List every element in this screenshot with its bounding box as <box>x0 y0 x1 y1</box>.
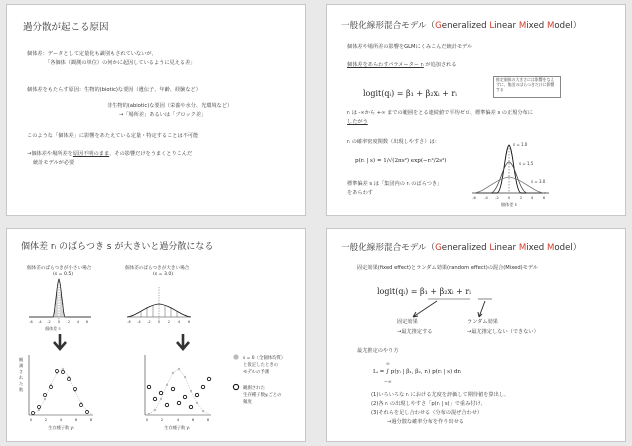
right-count-plot <box>145 355 211 431</box>
down-arrow-icon <box>177 334 189 349</box>
svg-text:2: 2 <box>167 320 171 324</box>
svg-text:6: 6 <box>85 320 89 324</box>
text-line: rᵢ の確率密度関数（出現しやすさ）は： <box>347 139 440 145</box>
svg-text:4: 4 <box>59 418 63 422</box>
slide-title: 一般化線形混合モデル（Generalized Linear Mixed Model） <box>341 243 582 253</box>
svg-text:4: 4 <box>76 320 80 324</box>
text-line: したがう <box>347 119 368 125</box>
curve-label: s = 1.0 <box>513 142 528 147</box>
text-line: →「場所差」あるいは「ブロック差」 <box>119 112 207 118</box>
svg-text:観測された: 観測された <box>243 386 265 391</box>
svg-text:6: 6 <box>542 196 546 200</box>
svg-text:-6: -6 <box>29 320 33 324</box>
step-text: →過分散な確率分布を作り出せる <box>387 419 464 425</box>
svg-text:生存種子数yᵢごとの: 生存種子数yᵢごとの <box>243 393 282 398</box>
svg-text:4: 4 <box>176 418 180 422</box>
axis-label: 個体差 rᵢ <box>500 202 518 207</box>
random-effect-label: ランダム効果 <box>467 319 498 325</box>
arrow-icon <box>413 301 437 317</box>
svg-text:-2: -2 <box>47 320 51 324</box>
slide-glmm-intro <box>326 4 626 216</box>
svg-text:-6: -6 <box>127 320 131 324</box>
svg-text:頻度: 頻度 <box>243 400 252 405</box>
slide-variance-overdispersion <box>6 228 306 442</box>
curve-label: s = 1.5 <box>519 161 534 166</box>
pdf-formula: p(rᵢ | s) = 1/√(2πs²) exp(−rᵢ²/2s²) <box>355 158 447 164</box>
svg-text:0: 0 <box>145 418 149 422</box>
fixed-effect-label: 固定効果 <box>397 319 418 325</box>
model-formula: logit(qᵢ) = β₁ + β₂xᵢ + rᵢ <box>377 287 471 296</box>
step-text: (3)それらを足し合わせる（分布の混ぜ合わせ） <box>371 410 483 416</box>
svg-text:0: 0 <box>57 320 61 324</box>
svg-text:測: 測 <box>19 363 24 368</box>
slide-overdispersion-causes <box>6 4 306 216</box>
arrow-icon <box>478 301 485 317</box>
svg-text:-2: -2 <box>495 196 499 200</box>
svg-text:6: 6 <box>187 320 191 324</box>
slide-glmm-estimation <box>326 228 626 442</box>
svg-text:0: 0 <box>507 196 511 200</box>
narrow-density <box>29 279 91 321</box>
svg-text:2: 2 <box>44 418 48 422</box>
down-arrow-icon <box>54 334 66 349</box>
text-line: をあらわす <box>347 190 373 196</box>
svg-text:0: 0 <box>157 320 161 324</box>
step-text: (1)いろいろな rᵢ における尤度を評価して期待値を算出し、 <box>371 392 510 398</box>
text-line: 非生物的(abiotic)な要因（栄養や水分、光環境など） <box>107 103 233 109</box>
panel-heading: 個体差のばらつきが大きい場合 <box>125 266 190 271</box>
annotation-box: 推定個体の大きさには影響をなえずに、集団のばらつきだけに影響する <box>493 76 561 98</box>
text-line: →個体差や場所差を原因不明のまま、その影響だけをうまくとりこんだ <box>27 151 193 157</box>
slide-title: 一般化線形混合モデル（Generalized Linear Mixed Model） <box>341 21 582 31</box>
text-line: 固定効果(fixed effect)とランダム効果(random effect)の混合(Mixed)モデル <box>357 265 538 271</box>
svg-text:-2: -2 <box>147 320 151 324</box>
text-line: rᵢ は -∞から +∞ までの範囲をとる連続値で平均ゼロ、標準偏差 s の正規分布に <box>347 110 533 116</box>
svg-text:4: 4 <box>177 320 181 324</box>
svg-text:さ: さ <box>19 369 24 374</box>
svg-text:2: 2 <box>519 196 523 200</box>
text-line: 標準偏差 s は「集団内の rᵢ のばらつき」 <box>347 181 443 187</box>
svg-text:と仮定したときの: と仮定したときの <box>243 363 279 368</box>
legend <box>233 354 285 405</box>
axis-ticks <box>127 320 190 324</box>
legend-open-dot-icon <box>233 384 238 389</box>
integral-upper-limit: ∞ <box>386 362 390 367</box>
svg-text:観: 観 <box>19 357 24 362</box>
x-axis-label: 生存種子数 yᵢ <box>48 425 74 430</box>
curve-label: s = 3.0 <box>531 179 546 184</box>
svg-text:れ: れ <box>19 375 24 380</box>
svg-text:-4: -4 <box>38 320 42 324</box>
x-axis-label: 生存種子数 yᵢ <box>164 425 190 430</box>
svg-text:2: 2 <box>67 320 71 324</box>
slide-title: 個体差 rᵢ のばらつき s が大きいと過分散になる <box>21 242 214 252</box>
fixed-effect-note: →最尤推定する <box>397 329 433 335</box>
normal-density-chart <box>327 5 626 216</box>
text-line: 個体差や場所差の影響をGLMにくみこんだ統計モデル <box>347 44 473 50</box>
legend-gray-dot-icon <box>233 354 238 359</box>
svg-text:0: 0 <box>29 418 33 422</box>
slide-title: 過分散が起こる原因 <box>23 22 109 33</box>
y-axis-label <box>19 356 24 393</box>
random-effect-note: →最尤推定しない（できない） <box>467 329 539 335</box>
section-heading: 最尤推定のやり方 <box>357 348 399 354</box>
model-formula: logit(qᵢ) = β₁ + β₂xᵢ + rᵢ <box>363 89 457 98</box>
likelihood-formula: Lᵢ = ∫ p(yᵢ | β₁, β₂, rᵢ) p(rᵢ | s) drᵢ <box>373 369 462 375</box>
axis-ticks <box>29 320 88 324</box>
svg-text:数: 数 <box>19 387 24 392</box>
wide-density <box>127 287 191 321</box>
svg-text:た: た <box>19 381 24 386</box>
svg-text:s = 0（全個体均質）: s = 0（全個体均質） <box>243 356 286 361</box>
integral-lower-limit: −∞ <box>384 380 392 385</box>
axis-ticks <box>472 196 546 200</box>
step-text: (2)各 rᵢ の出現しやすさ「p(rᵢ | s)」で重み付け、 <box>371 401 486 407</box>
panel-heading: 個体差のばらつきが小さい場合 <box>27 266 92 271</box>
text-line: このような「個体差」に影響をあたえている定量・特定することは不可能 <box>27 133 199 139</box>
text-line: 個体差をあらわすパラメーター rᵢ が追加される <box>347 62 457 68</box>
axis-label: 個体差 rᵢ <box>45 326 61 331</box>
svg-text:-4: -4 <box>484 196 488 200</box>
text-line: 「各個体（観測の単位）の何かに起因しているように見える差」 <box>45 60 196 66</box>
svg-text:-4: -4 <box>137 320 141 324</box>
svg-text:4: 4 <box>530 196 534 200</box>
overdispersion-figure <box>7 229 306 442</box>
svg-text:6: 6 <box>191 418 195 422</box>
text-line: 統計モデルが必要 <box>33 160 75 166</box>
text-line: 個体差：データとして定量化も識別もされていないが、 <box>27 51 157 57</box>
svg-text:8: 8 <box>89 418 93 422</box>
svg-text:8: 8 <box>206 418 210 422</box>
svg-text:モデルの予測: モデルの予測 <box>243 370 270 375</box>
panel-subheading: (s = 0.5) <box>53 272 74 277</box>
panel-subheading: (s = 3.0) <box>153 272 174 277</box>
svg-text:6: 6 <box>74 418 78 422</box>
left-count-plot <box>29 355 93 431</box>
svg-text:2: 2 <box>160 418 164 422</box>
svg-text:-6: -6 <box>472 196 476 200</box>
text-line: 個体差をもたらす原因：生物的(biotic)な要因（遺伝子、年齢、経験など） <box>27 87 201 93</box>
curve-s1 <box>474 145 546 193</box>
